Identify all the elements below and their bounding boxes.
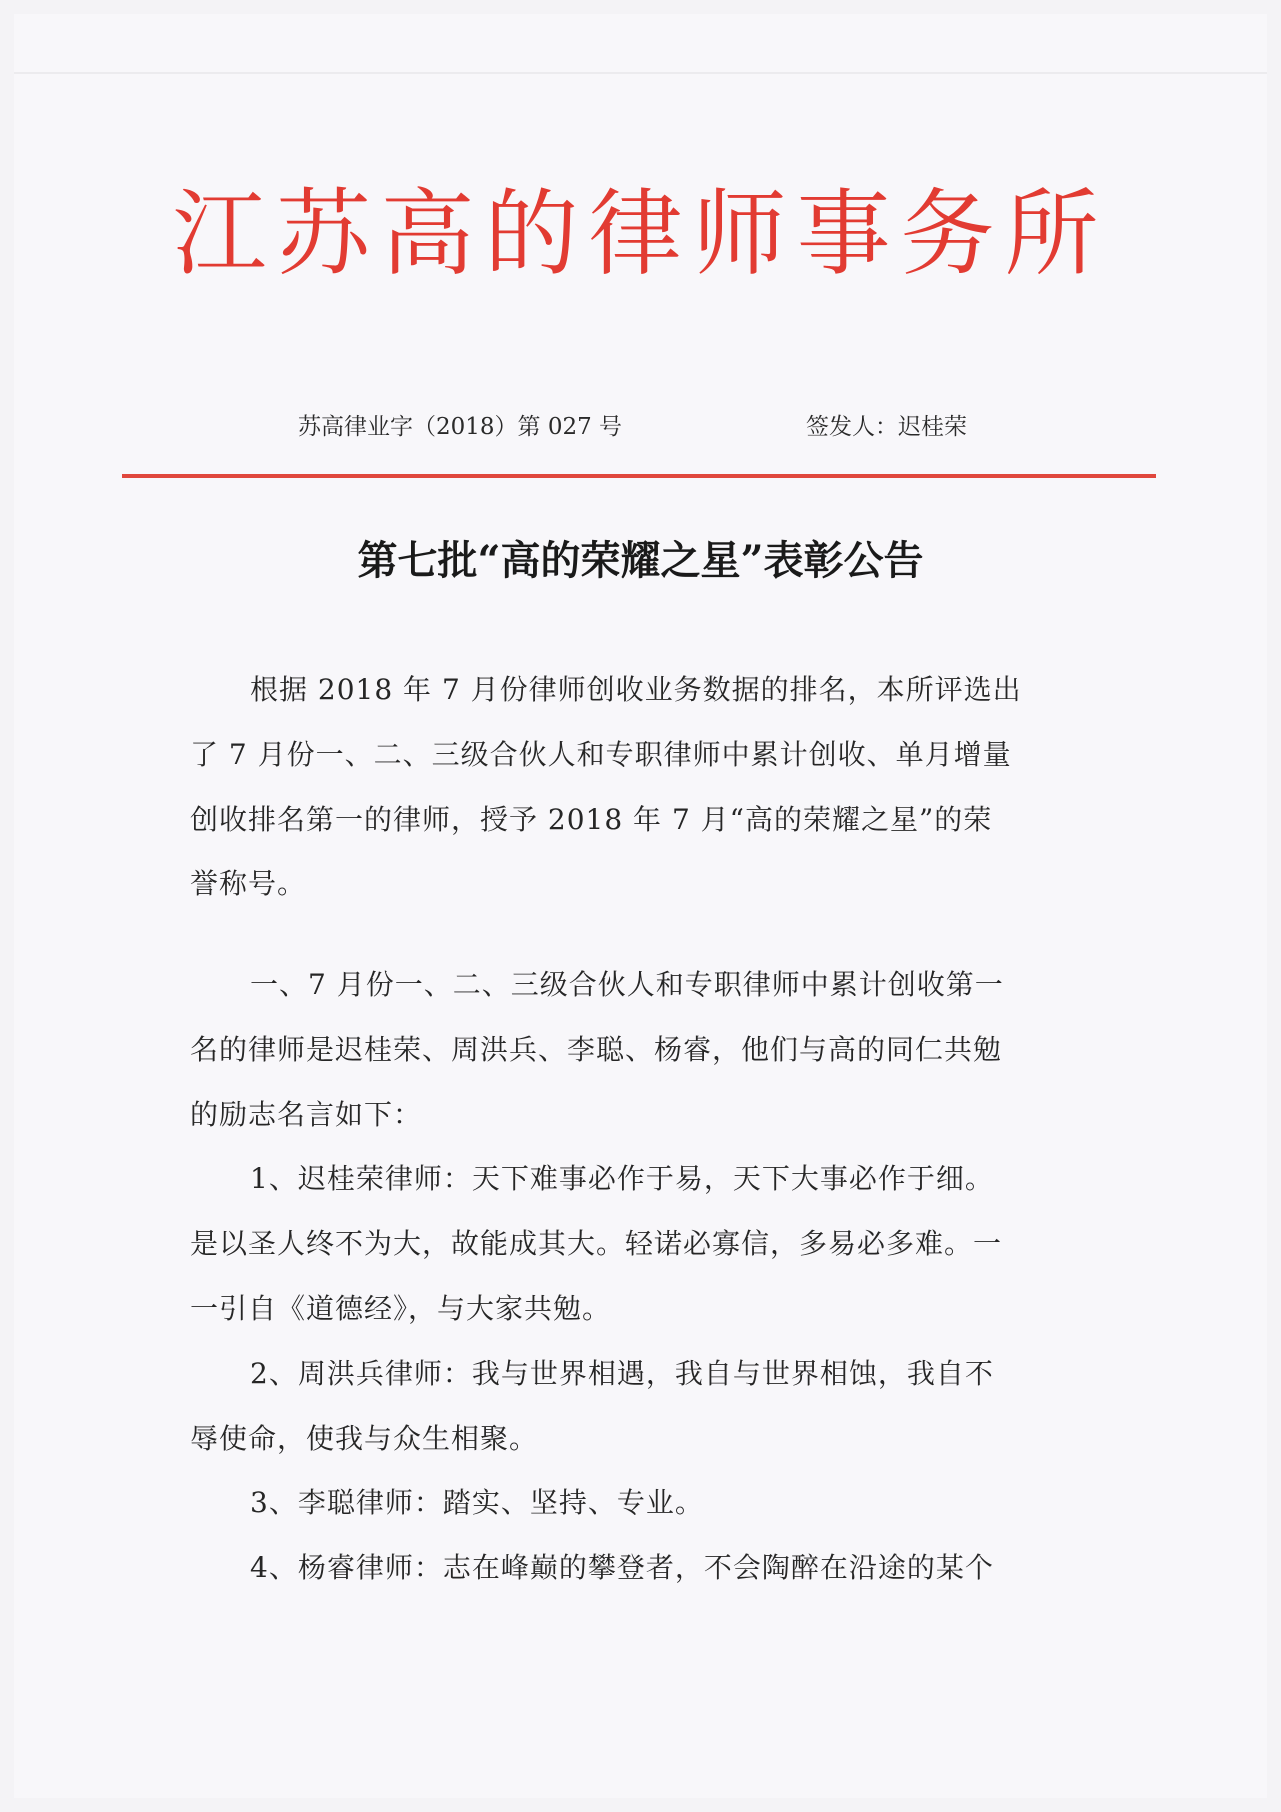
paragraph-line: 誉称号。 [190,867,307,900]
red-divider-line [122,474,1156,478]
paragraph-line: 辱使命，使我与众生相聚。 [190,1422,539,1455]
document-number: 苏高律业字（2018）第 027 号 [298,414,623,440]
paragraph-line: 的励志名言如下： [190,1098,423,1131]
paragraph-line: 2、周洪兵律师：我与世界相遇，我自与世界相蚀，我自不 [250,1357,994,1390]
firm-letterhead: 江苏高的律师事务所 [172,180,1109,289]
signer: 签发人：迟桂荣 [806,414,967,440]
paper-edge [14,72,1267,74]
paragraph-line: 一、7 月份一、二、三级合伙人和专职律师中累计创收第一 [250,968,1004,1001]
paragraph-line: 是以圣人终不为大，故能成其大。轻诺必寡信，多易必多难。一 [190,1227,1003,1260]
notice-title: 第七批“高的荣耀之星”表彰公告 [357,537,924,584]
paragraph-line: 根据 2018 年 7 月份律师创收业务数据的排名，本所评选出 [250,673,1022,706]
paragraph-line: 4、杨睿律师：志在峰巅的攀登者，不会陶醉在沿途的某个 [250,1551,994,1584]
paragraph-line: 3、李聪律师：踏实、坚持、专业。 [250,1486,704,1519]
paragraph-line: 1、迟桂荣律师：天下难事必作于易，天下大事必作于细。 [250,1162,994,1195]
paragraph-line: 了 7 月份一、二、三级合伙人和专职律师中累计创收、单月增量 [190,738,1012,771]
paragraph-line: 一引自《道德经》，与大家共勉。 [190,1292,612,1325]
paragraph-line: 名的律师是迟桂荣、周洪兵、李聪、杨睿，他们与高的同仁共勉 [190,1033,1003,1066]
paragraph-line: 创收排名第一的律师，授予 2018 年 7 月“高的荣耀之星”的荣 [190,803,993,836]
